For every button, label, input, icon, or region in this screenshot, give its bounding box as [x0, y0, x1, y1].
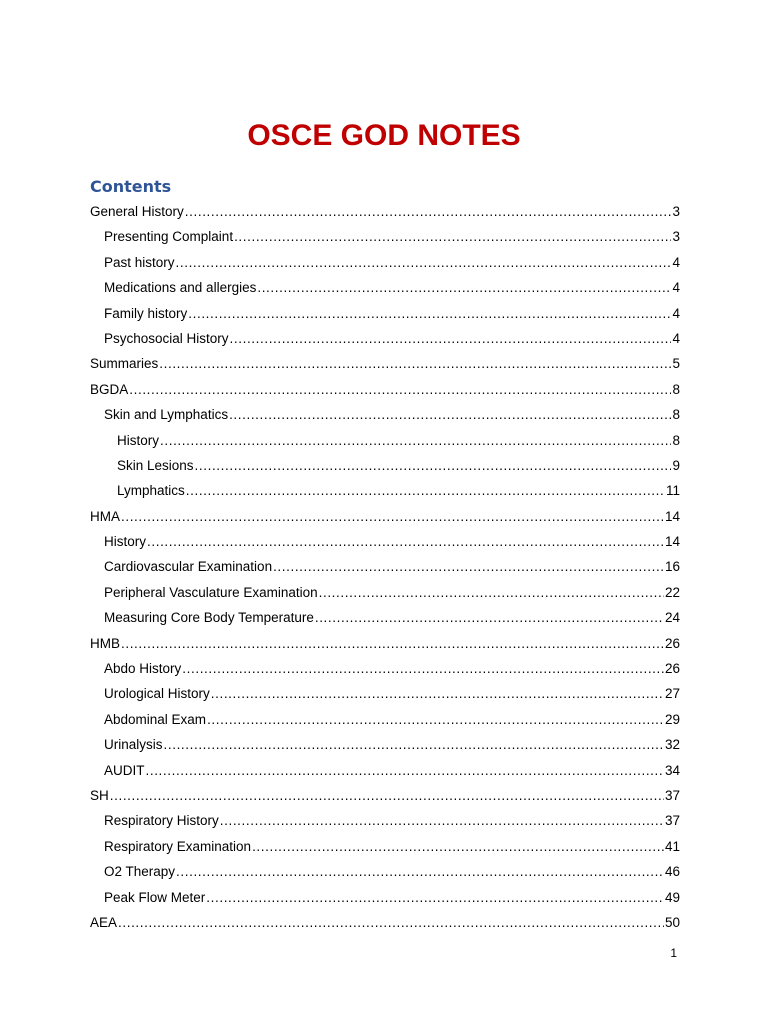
toc-dot-leader — [230, 326, 672, 351]
toc-dot-leader — [252, 834, 664, 859]
toc-dot-leader — [315, 605, 664, 630]
toc-entry-label[interactable]: Urinalysis — [104, 737, 163, 753]
toc-entry-page: 4 — [672, 330, 680, 346]
toc-entry[interactable] — [90, 554, 680, 579]
toc-entry-page: 50 — [664, 914, 680, 930]
toc-entry[interactable] — [90, 428, 680, 453]
toc-entry[interactable] — [90, 859, 680, 884]
toc-entry[interactable] — [90, 631, 680, 656]
toc-entry[interactable] — [90, 758, 680, 783]
toc-dot-leader — [185, 199, 672, 224]
toc-entry-page: 14 — [664, 508, 680, 524]
toc-entry[interactable] — [90, 605, 680, 630]
toc-entry-page: 22 — [664, 584, 680, 600]
toc-entry-page: 11 — [665, 483, 680, 499]
table-of-contents — [90, 199, 680, 935]
toc-entry-page: 41 — [664, 838, 680, 854]
toc-entry-label[interactable]: Summaries — [90, 356, 159, 372]
toc-entry-label[interactable]: Measuring Core Body Temperature — [104, 610, 314, 626]
toc-entry-page: 16 — [664, 559, 680, 575]
toc-dot-leader — [118, 910, 664, 935]
toc-entry-label[interactable]: Respiratory Examination — [104, 838, 252, 854]
toc-entry-label[interactable]: AEA — [90, 914, 118, 930]
toc-entry[interactable] — [90, 580, 680, 605]
toc-entry-label[interactable]: Lymphatics — [117, 483, 185, 499]
toc-entry-page: 4 — [672, 254, 680, 270]
toc-entry-page: 32 — [664, 737, 680, 753]
toc-entry[interactable] — [90, 250, 680, 275]
toc-entry-label[interactable]: Abdo History — [104, 661, 182, 677]
toc-dot-leader — [182, 656, 664, 681]
toc-dot-leader — [147, 529, 664, 554]
toc-entry-page: 37 — [664, 813, 680, 829]
toc-dot-leader — [234, 224, 671, 249]
toc-entry[interactable] — [90, 301, 680, 326]
toc-entry[interactable] — [90, 707, 680, 732]
toc-entry-page: 3 — [672, 204, 680, 219]
toc-entry-page: 27 — [664, 686, 680, 702]
toc-dot-leader — [176, 250, 672, 275]
toc-entry[interactable] — [90, 529, 680, 554]
toc-entry-page: 4 — [672, 280, 680, 296]
toc-entry-label[interactable]: Skin and Lymphatics — [104, 407, 229, 423]
toc-entry-page: 8 — [672, 381, 680, 397]
toc-entry-page: 8 — [672, 407, 680, 423]
contents-heading: Contents — [90, 177, 172, 196]
toc-entry[interactable] — [90, 732, 680, 757]
toc-entry-label[interactable]: BGDA — [90, 381, 129, 397]
toc-entry-label[interactable]: HMB — [90, 635, 120, 651]
toc-entry[interactable] — [90, 275, 680, 300]
toc-dot-leader — [146, 758, 664, 783]
toc-dot-leader — [319, 580, 664, 605]
toc-entry-page: 4 — [672, 305, 680, 321]
toc-entry-label[interactable]: AUDIT — [104, 762, 145, 778]
toc-entry[interactable] — [90, 910, 680, 935]
toc-entry-page: 37 — [664, 787, 680, 803]
toc-entry-label[interactable]: Presenting Complaint — [104, 229, 234, 245]
toc-entry-page: 26 — [664, 661, 680, 677]
toc-dot-leader — [207, 707, 664, 732]
toc-dot-leader — [110, 783, 664, 808]
toc-entry-page: 26 — [664, 635, 680, 651]
toc-entry-page: 24 — [664, 610, 680, 626]
toc-entry-page: 46 — [664, 864, 680, 880]
toc-entry[interactable] — [90, 808, 680, 833]
toc-entry-page: 5 — [672, 356, 680, 372]
toc-entry[interactable] — [90, 453, 680, 478]
toc-dot-leader — [257, 275, 671, 300]
toc-entry-label[interactable]: Medications and allergies — [104, 280, 257, 296]
toc-entry-page: 14 — [664, 534, 680, 550]
toc-entry[interactable] — [90, 656, 680, 681]
toc-dot-leader — [229, 402, 671, 427]
toc-entry-label[interactable]: Peak Flow Meter — [104, 889, 206, 905]
page-number: 1 — [670, 946, 677, 960]
toc-dot-leader — [164, 732, 664, 757]
toc-dot-leader — [220, 808, 664, 833]
toc-dot-leader — [186, 478, 665, 503]
toc-dot-leader — [129, 377, 671, 402]
toc-entry-label[interactable]: General History — [90, 204, 184, 219]
toc-dot-leader — [159, 351, 671, 376]
toc-entry-label[interactable]: Psychosocial History — [104, 330, 229, 346]
toc-entry-page: 49 — [664, 889, 680, 905]
toc-dot-leader — [188, 301, 671, 326]
toc-entry-label[interactable]: Abdominal Exam — [104, 711, 207, 727]
toc-entry[interactable] — [90, 504, 680, 529]
toc-dot-leader — [121, 631, 664, 656]
toc-entry-label[interactable]: History — [117, 432, 160, 448]
toc-entry[interactable] — [90, 351, 680, 376]
toc-entry-label[interactable]: Respiratory History — [104, 813, 219, 829]
toc-dot-leader — [176, 859, 664, 884]
toc-entry-label[interactable]: HMA — [90, 508, 120, 524]
toc-dot-leader — [273, 554, 664, 579]
document-title: OSCE GOD NOTES — [247, 119, 521, 152]
toc-entry[interactable] — [90, 834, 680, 859]
toc-entry-page: 8 — [672, 432, 680, 448]
toc-entry[interactable] — [90, 783, 680, 808]
toc-entry[interactable] — [90, 478, 680, 503]
toc-entry[interactable] — [90, 885, 680, 910]
toc-entry[interactable] — [90, 224, 680, 249]
toc-dot-leader — [206, 885, 664, 910]
toc-dot-leader — [160, 428, 671, 453]
toc-entry-label[interactable]: Skin Lesions — [117, 457, 194, 473]
toc-entry[interactable] — [90, 326, 680, 351]
toc-entry-label[interactable]: Peripheral Vasculature Examination — [104, 584, 318, 600]
toc-entry-page: 29 — [664, 711, 680, 727]
toc-entry-label[interactable]: Cardiovascular Examination — [104, 559, 273, 575]
toc-entry-label[interactable]: Urological History — [104, 686, 210, 702]
toc-entry-page: 9 — [672, 457, 680, 473]
toc-entry[interactable] — [90, 402, 680, 427]
toc-entry-label[interactable]: Family history — [104, 305, 188, 321]
toc-entry-label[interactable]: O2 Therapy — [104, 864, 176, 880]
toc-entry[interactable] — [90, 377, 680, 402]
toc-entry-label[interactable]: Past history — [104, 254, 175, 270]
toc-entry[interactable] — [90, 199, 680, 224]
toc-entry-page: 3 — [672, 229, 680, 245]
toc-entry[interactable] — [90, 681, 680, 706]
toc-entry-label[interactable]: SH — [90, 787, 109, 803]
toc-dot-leader — [121, 504, 664, 529]
toc-dot-leader — [195, 453, 672, 478]
toc-entry-label[interactable]: History — [104, 534, 147, 550]
toc-entry-page: 34 — [664, 762, 680, 778]
toc-dot-leader — [211, 681, 664, 706]
